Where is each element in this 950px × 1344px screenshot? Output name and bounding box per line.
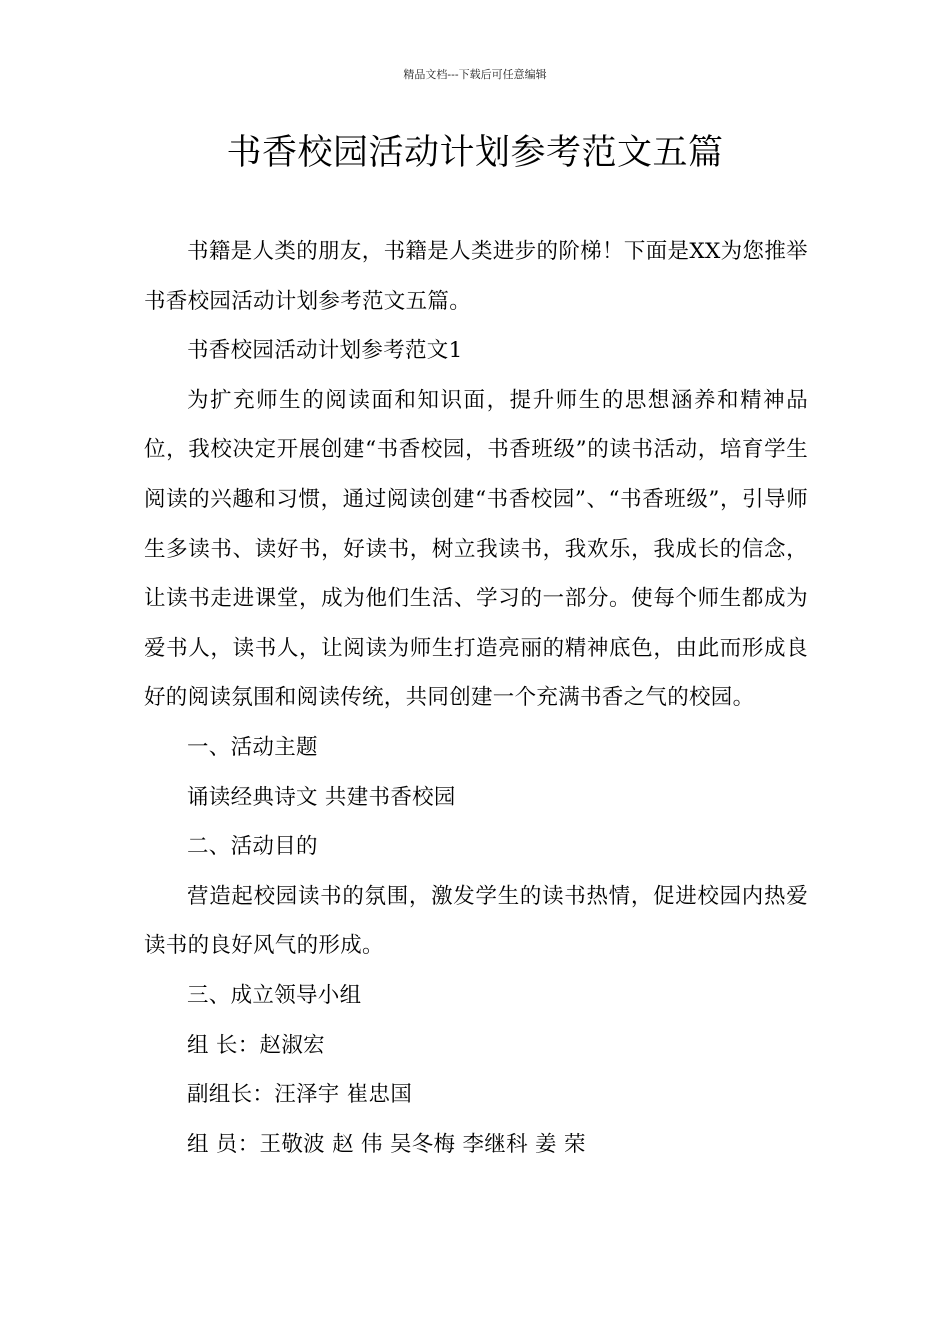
section-heading-activity-purpose: 二、活动目的 bbox=[187, 834, 318, 860]
section-heading-leadership-group: 三、成立领导小组 bbox=[187, 982, 362, 1008]
section-heading-sample-1: 书香校园活动计划参考范文1 bbox=[187, 338, 463, 364]
header-note: 精品文档---下载后可任意编辑 bbox=[403, 68, 547, 81]
group-members-line: 组 员：王敬波 赵 伟 吴冬梅 李继科 姜 荣 bbox=[187, 1131, 586, 1157]
deputy-leader-line: 副组长：汪泽宇 崔忠国 bbox=[187, 1082, 413, 1108]
document-body bbox=[144, 227, 808, 1169]
activity-purpose-text: 营造起校园读书的氛围，激发学生的读书热情，促进校园内热爱读书的良好风气的形成。 bbox=[144, 883, 808, 959]
section-heading-activity-theme: 一、活动主题 bbox=[187, 734, 318, 760]
group-leader-line: 组 长：赵淑宏 bbox=[187, 1032, 325, 1058]
intro-paragraph: 书籍是人类的朋友，书籍是人类进步的阶梯！下面是XX为您推举书香校园活动计划参考范文五篇。 bbox=[144, 239, 808, 314]
activity-theme-text: 诵读经典诗文 共建书香校园 bbox=[187, 784, 456, 810]
body-paragraph: 为扩充师生的阅读面和知识面，提升师生的思想涵养和精神品位，我校决定开展创建“书香校园，书香班级”的读书活动，培育学生阅读的兴趣和习惯，通过阅读创建“书香校园”、“书香班级”，引导师生多读书、读好书，好读书，树立我读书，我欢乐，我成长的信念，让读书走进课堂，成为他们生活、学习的一部分。使每个师生都成为爱书人，读书人，让阅读为师生打造亮丽的精神底色，由此而形成良好的阅读氛围和阅读传统，共同创建一个充满书香之气的校园。 bbox=[144, 387, 808, 711]
document-title: 书香校园活动计划参考范文五篇 bbox=[226, 133, 724, 173]
